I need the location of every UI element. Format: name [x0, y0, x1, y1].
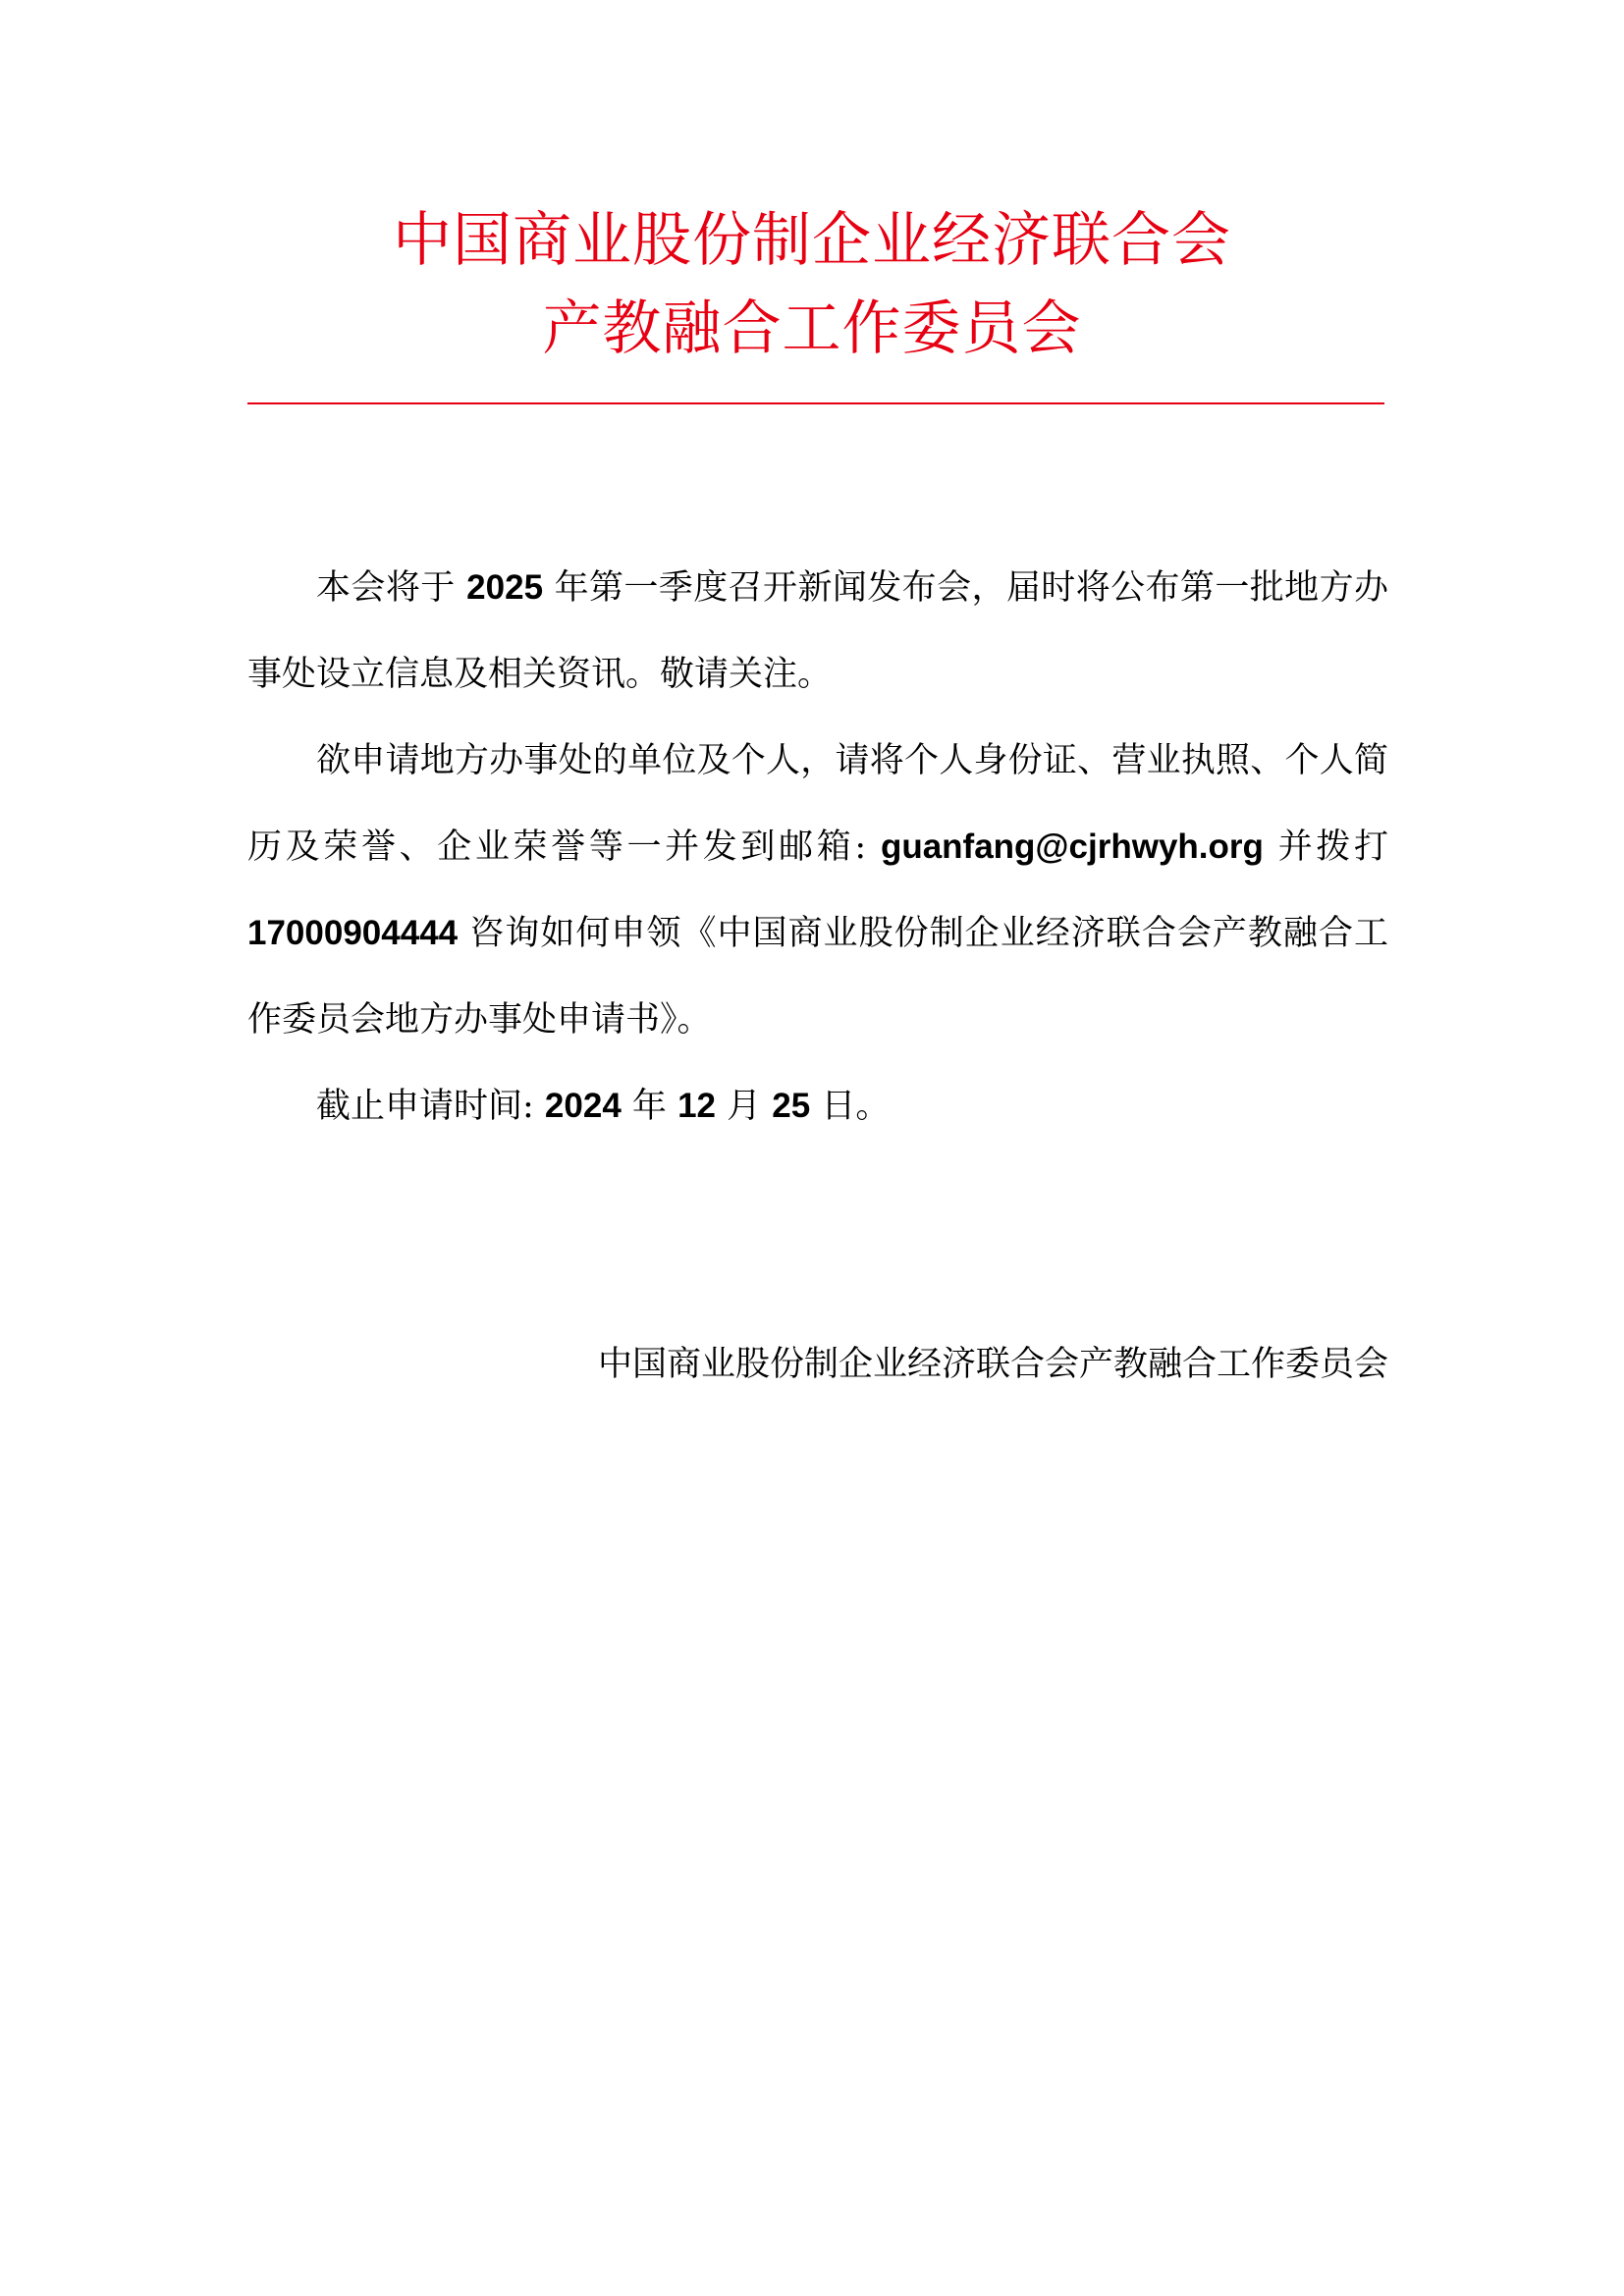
- announcement-text-2: 年第一季度召开新闻发布会，届时将公布第一批地方办事处设立信息及相关资讯。敬请关注。: [247, 568, 1388, 694]
- paragraph-application: [247, 718, 1388, 1063]
- paragraph-announcement: [247, 545, 1388, 718]
- deadline-day: 25: [772, 1087, 811, 1125]
- application-text-2: 并拨打: [1263, 828, 1388, 867]
- application-text-3: 咨询如何申领《中国商业股份制企业经济联合会产教融合工作委员会地方办事处申请书》。: [247, 914, 1388, 1040]
- notice-body: [247, 545, 1388, 1149]
- paragraph-deadline: [247, 1063, 1388, 1149]
- letterhead-title: [0, 196, 1624, 373]
- deadline-year-unit: 年: [621, 1087, 678, 1126]
- deadline-year: 2024: [544, 1087, 622, 1125]
- letterhead-divider: [247, 402, 1384, 404]
- letterhead-title-line1: 中国商业股份制企业经济联合会: [393, 206, 1231, 275]
- letterhead-title-line2: 产教融合工作委员会: [542, 294, 1082, 363]
- announcement-text-1: 本会将于: [316, 568, 467, 608]
- deadline-label: 截止申请时间:: [316, 1087, 545, 1126]
- application-text-1: 欲申请地方办事处的单位及个人，请将个人身份证、营业执照、个人简历及荣誉、企业荣誉等一并发到邮箱:: [247, 741, 1388, 867]
- issuer-signature: 中国商业股份制企业经济联合会产教融合工作委员会: [597, 1345, 1388, 1384]
- deadline-month: 12: [677, 1087, 716, 1125]
- deadline-day-unit: 日。: [810, 1087, 891, 1126]
- announcement-year: 2025: [466, 568, 544, 607]
- contact-phone: 17000904444: [247, 914, 459, 952]
- deadline-month-unit: 月: [716, 1087, 773, 1126]
- contact-email: guanfang@cjrhwyh.org: [880, 828, 1264, 866]
